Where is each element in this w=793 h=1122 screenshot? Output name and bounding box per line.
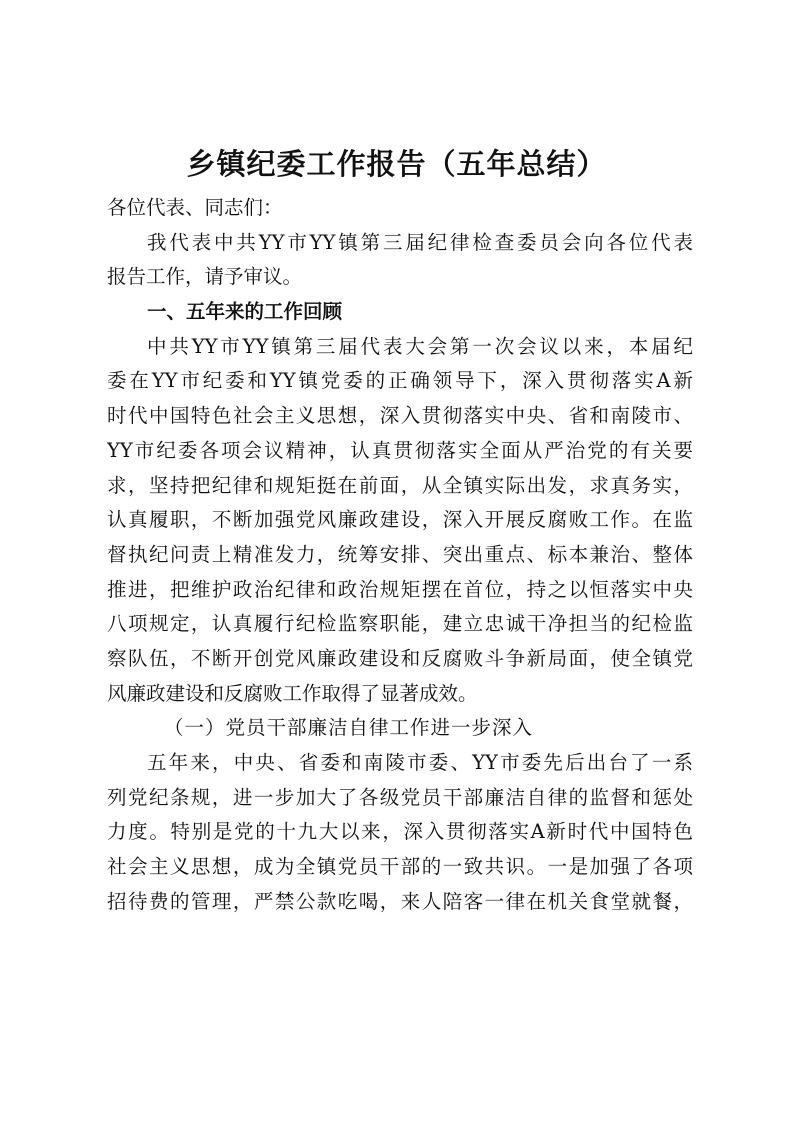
paragraph-line: 求，坚持把纪律和规矩挺在前面，从全镇实际出发，求真务实， bbox=[107, 473, 693, 497]
paragraph-line: 时代中国特色社会主义思想，深入贯彻落实中央、省和南陵市、 bbox=[107, 404, 693, 428]
paragraph-line: 报告工作，请予审议。 bbox=[107, 265, 303, 289]
paragraph-line: 风廉政建设和反腐败工作取得了显著成效。 bbox=[107, 681, 478, 705]
salutation: 各位代表、同志们： bbox=[107, 196, 283, 219]
section-heading: 一、五年来的工作回顾 bbox=[147, 300, 343, 324]
paragraph-line: 社会主义思想，成为全镇党员干部的一致共识。一是加强了各项 bbox=[107, 855, 693, 879]
document-title: 乡镇纪委工作报告（五年总结） bbox=[186, 147, 607, 181]
paragraph-line: 推进，把维护政治纪律和政治规矩摆在首位，持之以恒落实中央 bbox=[107, 577, 693, 601]
document-body bbox=[107, 191, 693, 919]
paragraph-line: 认真履职，不断加强党风廉政建设，深入开展反腐败工作。在监 bbox=[107, 508, 693, 532]
paragraph-line: 力度。特别是党的十九大以来，深入贯彻落实A新时代中国特色 bbox=[107, 820, 693, 844]
paragraph-line: 中共YY市YY镇第三届代表大会第一次会议以来，本届纪 bbox=[147, 334, 693, 358]
paragraph-line: 五年来，中央、省委和南陵市委、YY市委先后出台了一系 bbox=[147, 751, 693, 774]
paragraph-line: 我代表中共YY市YY镇第三届纪律检查委员会向各位代表 bbox=[147, 230, 693, 254]
paragraph-line: YY市纪委各项会议精神，认真贯彻落实全面从严治党的有关要 bbox=[107, 438, 693, 462]
paragraph-line: 招待费的管理，严禁公款吃喝，来人陪客一律在机关食堂就餐， bbox=[107, 889, 693, 913]
paragraph-line: 列党纪条规，进一步加大了各级党员干部廉洁自律的监督和惩处 bbox=[107, 785, 693, 809]
paragraph-line: 督执纪问责上精准发力，统筹安排、突出重点、标本兼治、整体 bbox=[107, 542, 693, 566]
subsection-heading: （一）党员干部廉洁自律工作进一步深入 bbox=[164, 716, 534, 740]
paragraph-line: 察队伍，不断开创党风廉政建设和反腐败斗争新局面，使全镇党 bbox=[107, 646, 693, 670]
paragraph-line: 委在YY市纪委和YY镇党委的正确领导下，深入贯彻落实A新 bbox=[107, 369, 693, 393]
paragraph-line: 八项规定，认真履行纪检监察职能，建立忠诚干净担当的纪检监 bbox=[107, 612, 693, 636]
